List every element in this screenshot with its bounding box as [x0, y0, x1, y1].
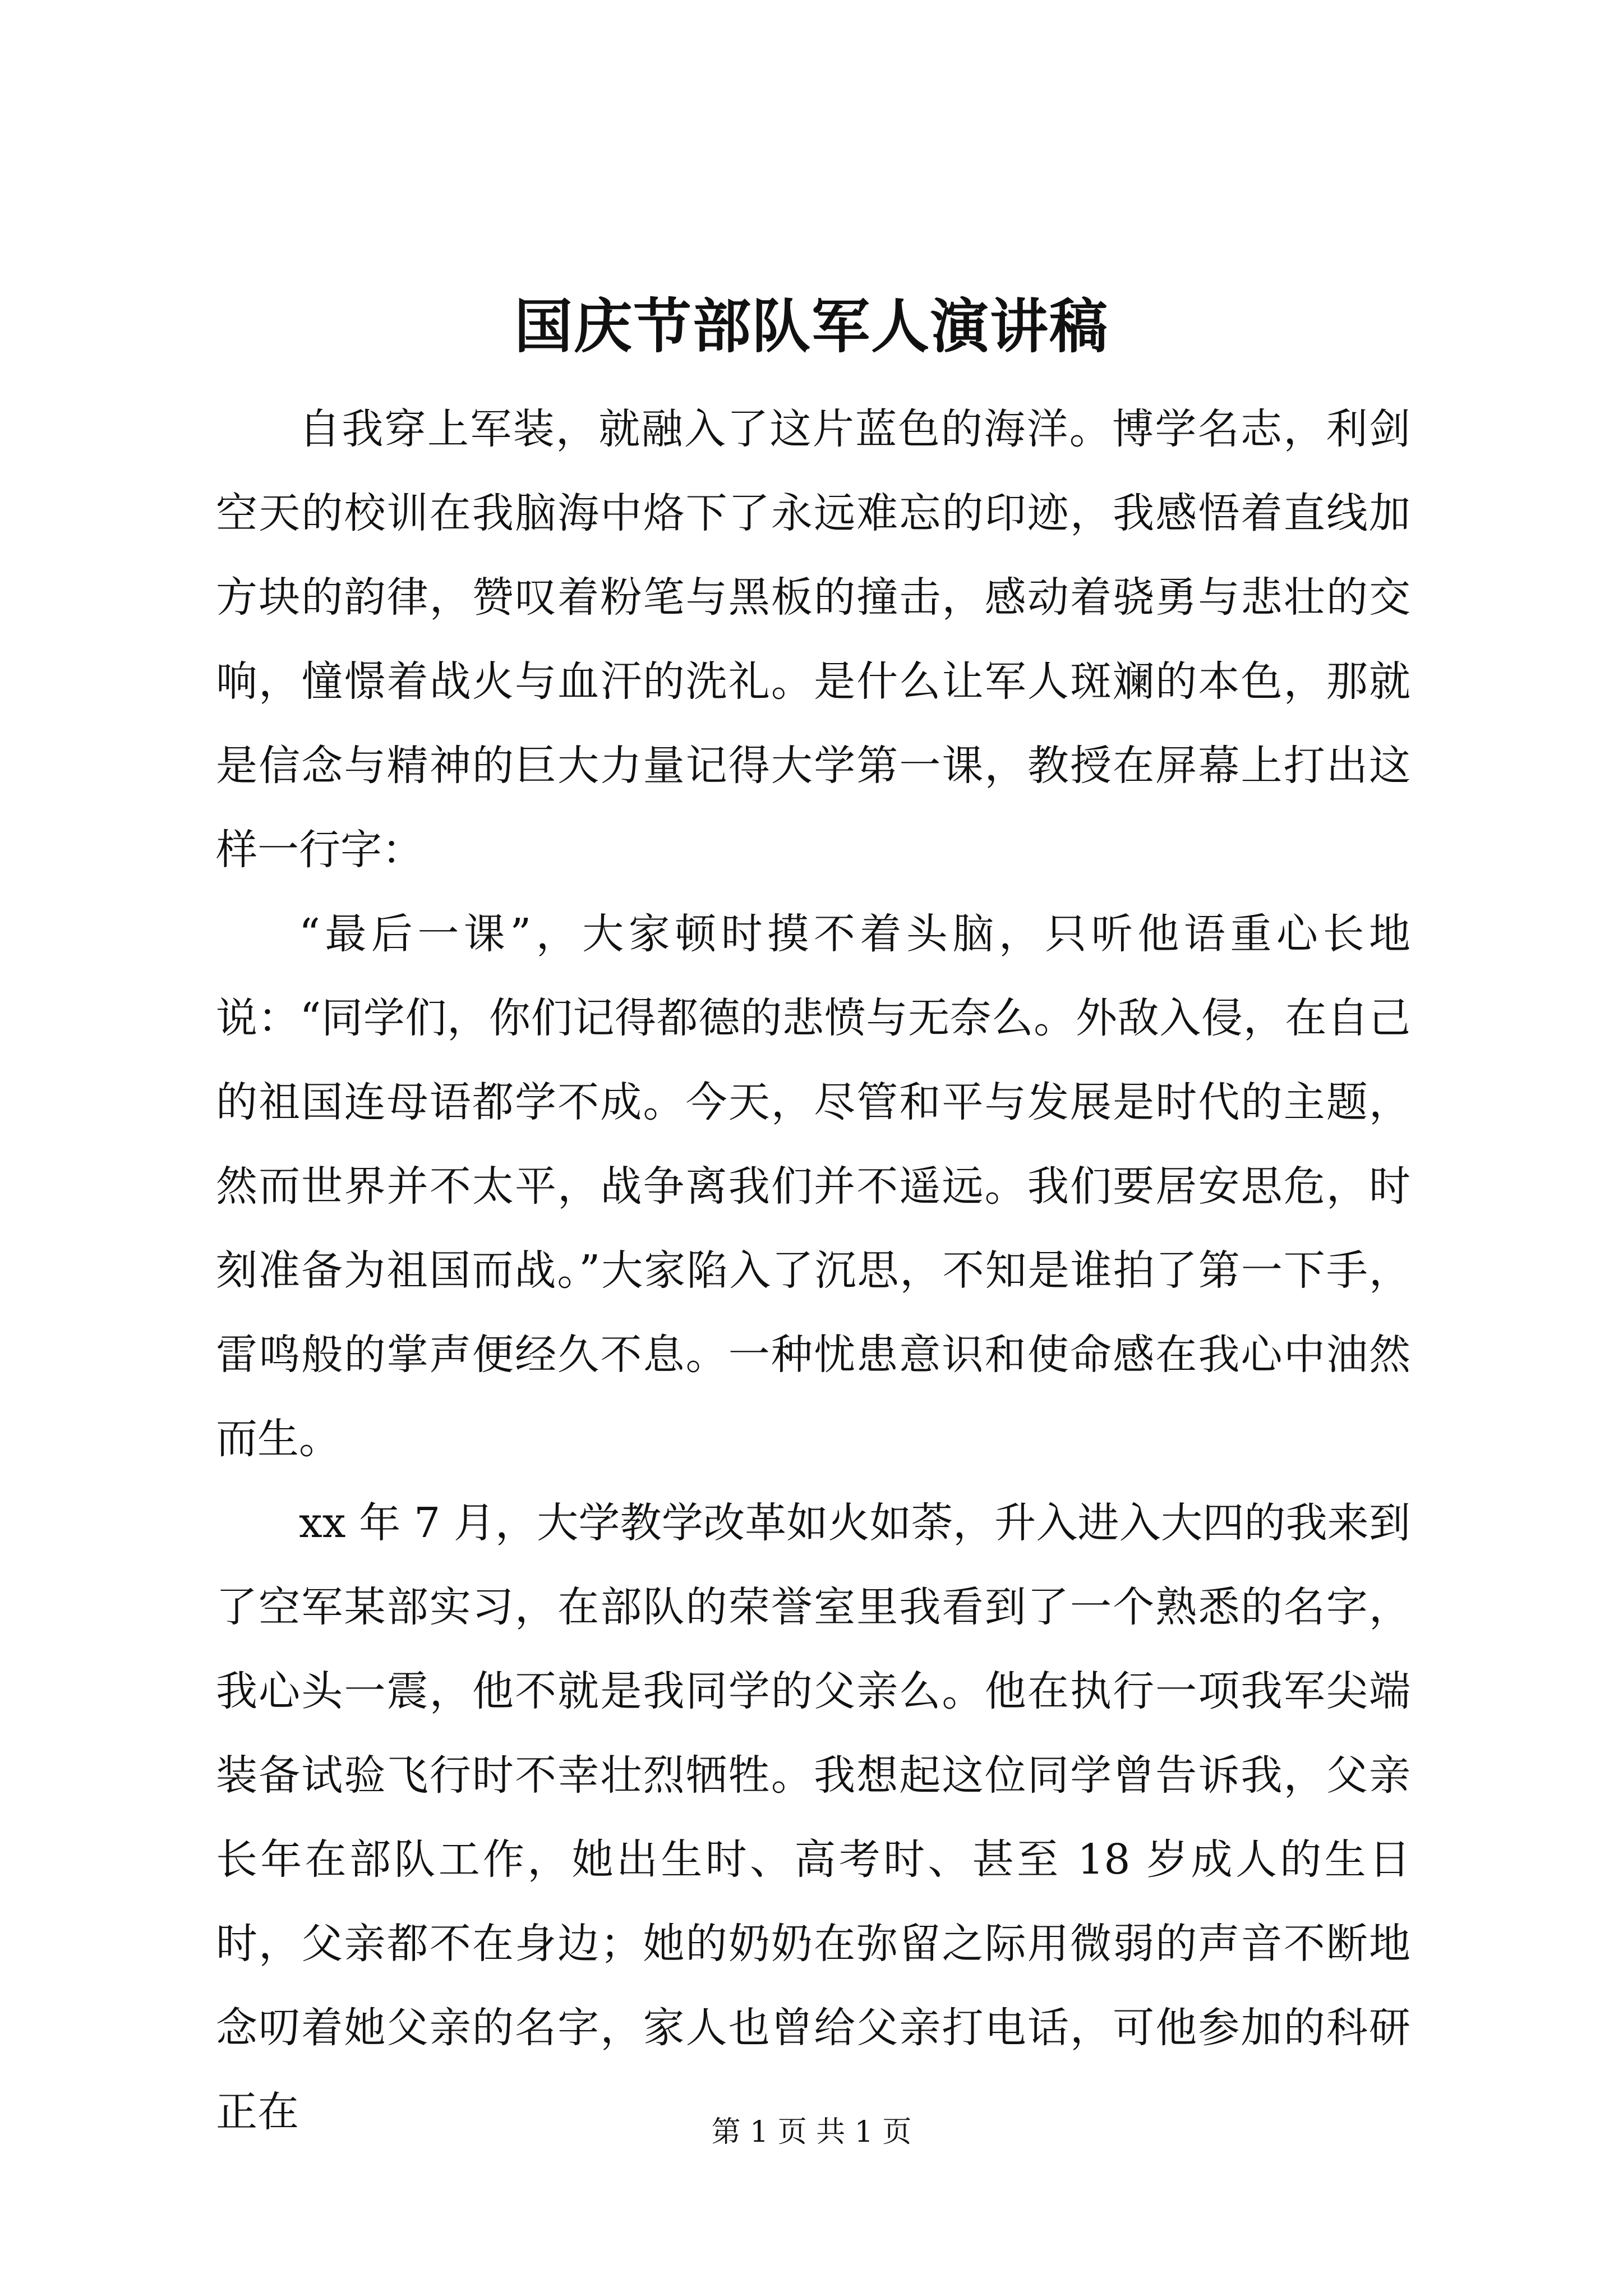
page-footer: 第 1 页 共 1 页 — [711, 2115, 912, 2149]
document-title: 国庆节部队军人演讲稿 — [514, 292, 1109, 361]
paragraph-1: 自我穿上军装，就融入了这片蓝色的海洋。博学名志，利剑空天的校训在我脑海中烙下了永远难忘的印迹，我感悟着直线加方块的韵律，赞叹着粉笔与黑板的撞击，感动着骁勇与悲壮的交响，憧憬着战火与血汗的洗礼。是什么让军人斑斓的本色，那就是信念与精神的巨大力量记得大学第一课，教授在屏幕上打出这样一行字： — [216, 405, 1410, 874]
document-body — [216, 387, 1410, 2154]
paragraph-2: “最后一课”，大家顿时摸不着头脑，只听他语重心长地说：“同学们，你们记得都德的悲愤与无奈么。外敌入侵，在自己的祖国连母语都学不成。今天，尽管和平与发展是时代的主题，然而世界并不太平，战争离我们并不遥远。我们要居安思危，时刻准备为祖国而战。”大家陷入了沉思，不知是谁拍了第一下手，雷鸣般的掌声便经久不息。一种忧患意识和使命感在我心中油然而生。 — [216, 910, 1410, 1463]
paragraph-3: xx 年 7 月，大学教学改革如火如荼，升入进入大四的我来到了空军某部实习，在部队的荣誉室里我看到了一个熟悉的名字，我心头一震，他不就是我同学的父亲么。他在执行一项我军尖端装备试验飞行时不幸壮烈牺牲。我想起这位同学曾告诉我，父亲长年在部队工作，她出生时、高考时、甚至 18 岁成人的生日时，父亲都不在身边；她的奶奶在弥留之际用微弱的声音不断地念叨着她父亲的名字，家人也曾给父亲打电话，可他参加的科研正在 — [216, 1499, 1410, 2136]
